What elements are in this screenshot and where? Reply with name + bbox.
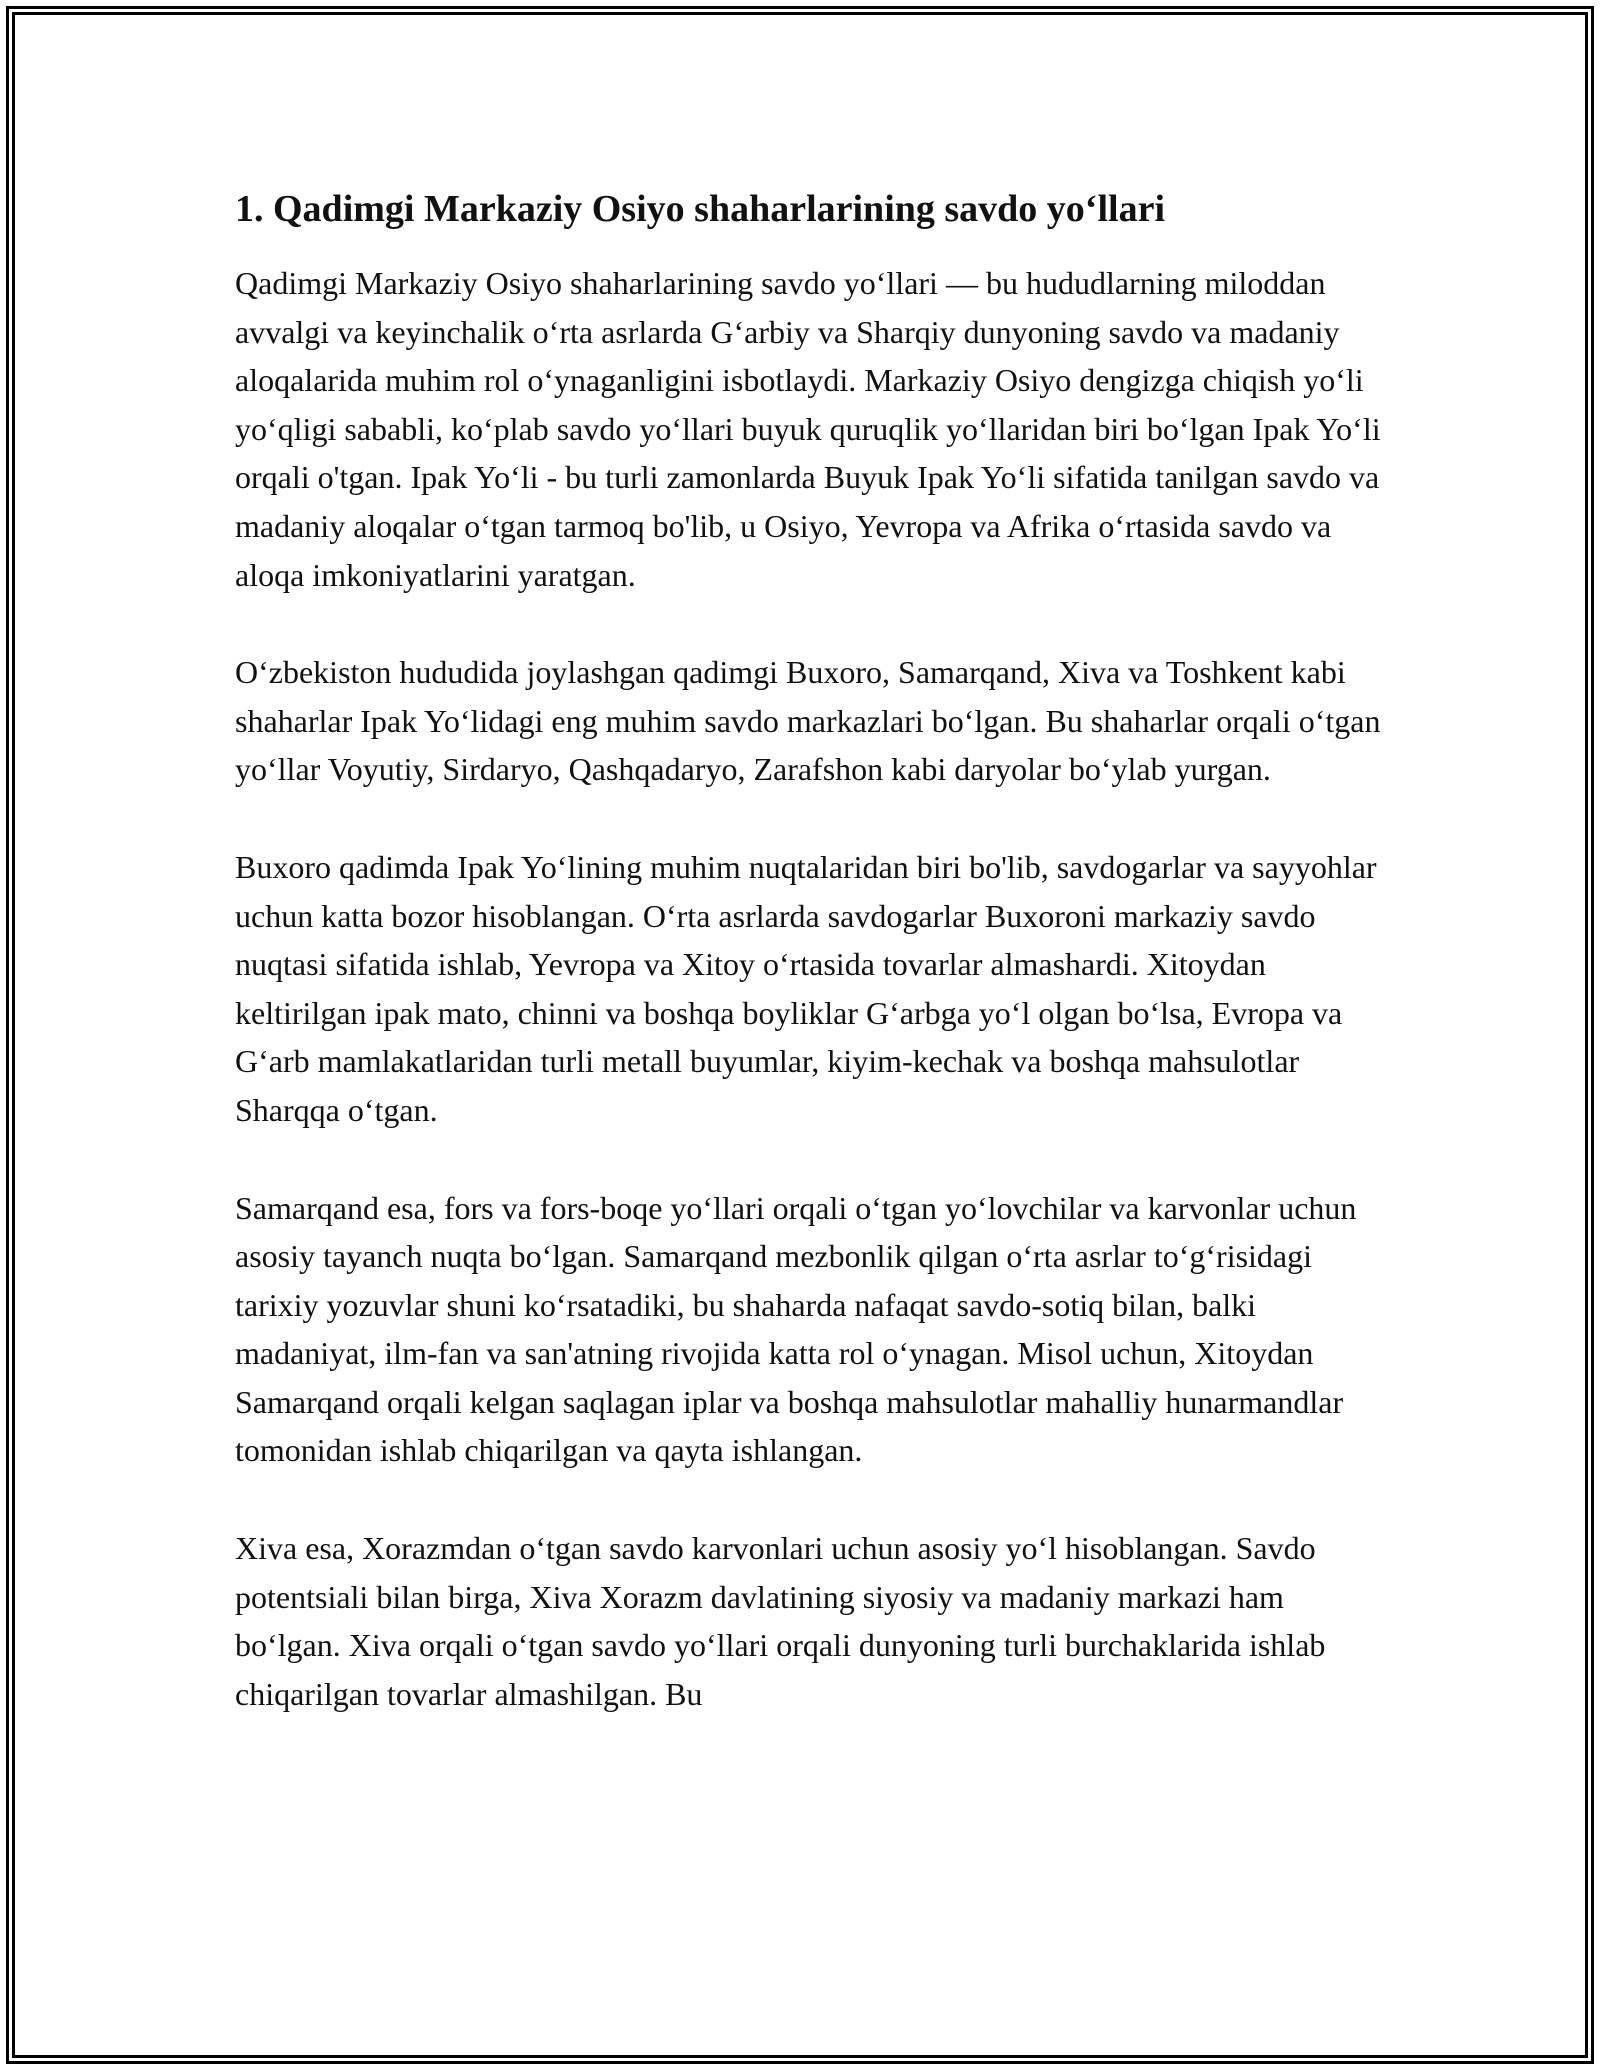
paragraph-samarkand: Samarqand esa, fors va fors-boqe yo‘llari orqali o‘tgan yo‘lovchilar va karvonlar uchun asosiy tayanch nuqta bo‘lgan. Samarqand mezbonlik qilgan o‘rta asrlar to‘g‘risidagi tarixiy yozuvlar shuni ko‘rsatadiki, bu shaharda nafaqat savdo-sotiq bilan, balki madaniyat, ilm-fan va san'atning rivojida katta rol o‘ynagan. Misol uchun, Xitoydan Samarqand orqali kelgan saqlagan iplar va boshqa mahsulotlar mahalliy hunarmandlar tomonidan ishlab chiqarilgan va qayta ishlangan. [235, 1189, 1357, 1469]
document-body [235, 185, 1385, 1767]
paragraph-bukhara: Buxoro qadimda Ipak Yo‘lining muhim nuqtalaridan biri bo'lib, savdogarlar va sayyohlar uchun katta bozor hisoblangan. O‘rta asrlarda savdogarlar Buxoroni markaziy savdo nuqtasi sifatida ishlab, Yevropa va Xitoy o‘rtasida tovarlar almashardi. Xitoydan keltirilgan ipak mato, chinni va boshqa boyliklar G‘arbga yo‘l olgan bo‘lsa, Evropa va G‘arb mamlakatlaridan turli metall buyumlar, kiyim-kechak va boshqa mahsulotlar Sharqqa o‘tgan. [235, 848, 1377, 1128]
paragraph-khiva: Xiva esa, Xorazmdan o‘tgan savdo karvonlari uchun asosiy yo‘l hisoblangan. Savdo potentsiali bilan birga, Xiva Xorazm davlatining siyosiy va madaniy markazi ham bo‘lgan. Xiva orqali o‘tgan savdo yo‘llari orqali dunyoning turli burchaklarida ishlab chiqarilgan tovarlar almashilgan. Bu [235, 1530, 1326, 1712]
paragraph-uzbekistan-cities: O‘zbekiston hududida joylashgan qadimgi Buxoro, Samarqand, Xiva va Toshkent kabi shaharlar Ipak Yo‘lidagi eng muhim savdo markazlari bo‘lgan. Bu shaharlar orqali o‘tgan yo‘llar Voyutiy, Sirdaryo, Qashqadaryo, Zarafshon kabi daryolar bo‘ylab yurgan. [235, 654, 1381, 788]
paragraph-intro: Qadimgi Markaziy Osiyo shaharlarining savdo yo‘llari — bu hududlarning miloddan avvalgi va keyinchalik o‘rta asrlarda G‘arbiy va Sharqiy dunyoning savdo va madaniy aloqalarida muhim rol o‘ynaganligini isbotlaydi. Markaziy Osiyo dengizga chiqish yo‘li yo‘qligi sababli, ko‘plab savdo yo‘llari buyuk quruqlik yo‘llaridan biri bo‘lgan Ipak Yo‘li orqali o'tgan. Ipak Yo‘li - bu turli zamonlarda Buyuk Ipak Yo‘li sifatida tanilgan savdo va madaniy aloqalar o‘tgan tarmoq bo'lib, u Osiyo, Yevropa va Afrika o‘rtasida savdo va aloqa imkoniyatlarini yaratgan. [235, 265, 1381, 593]
section-heading: 1. Qadimgi Markaziy Osiyo shaharlarining savdo yo‘llari [235, 188, 1165, 230]
